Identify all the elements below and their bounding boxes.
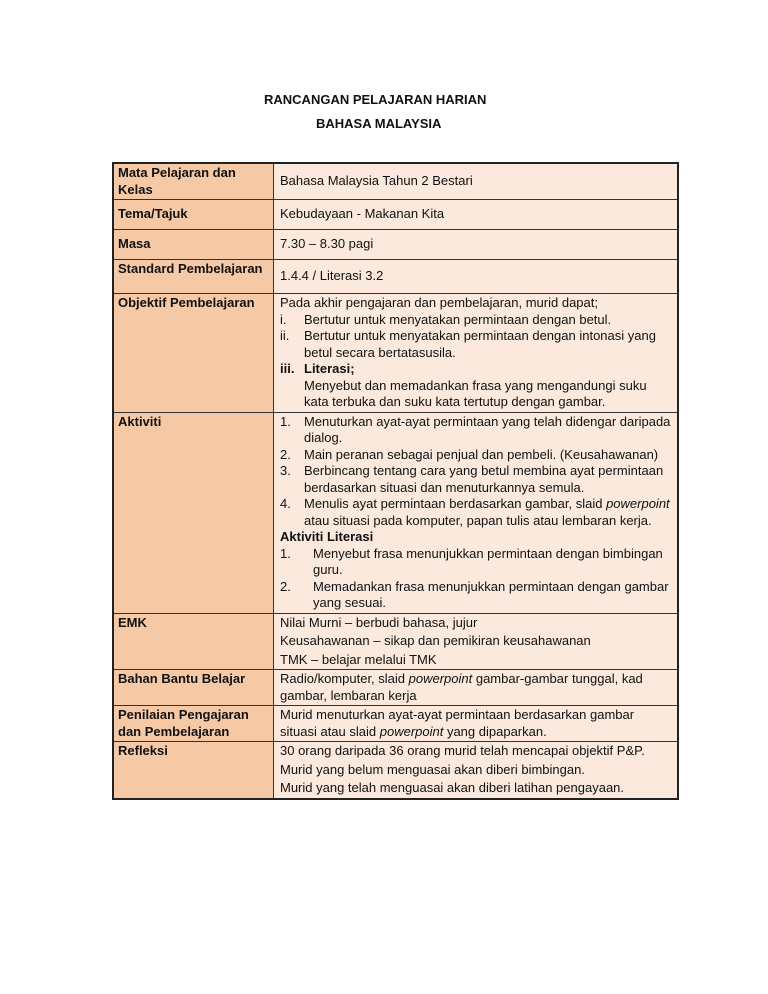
item-number: 2. bbox=[280, 446, 291, 462]
lesson-plan-table bbox=[112, 162, 679, 800]
row-reflection bbox=[113, 742, 678, 799]
objective-intro: Pada akhir pengajaran dan pembelajaran, murid dapat; bbox=[280, 295, 598, 310]
theme-value: Kebudayaan - Makanan Kita bbox=[274, 200, 679, 230]
list-item bbox=[280, 496, 672, 529]
reflection-line: Murid yang telah menguasai akan diberi latihan pengayaan. bbox=[280, 780, 625, 795]
materials-text-italic: powerpoint bbox=[408, 671, 473, 686]
item-number: 1. bbox=[280, 545, 291, 561]
literacy-text: Menyebut dan memadankan frasa yang mengandungi suku kata terbuka dan suku kata tertutup dengan gambar. bbox=[304, 377, 647, 409]
reflection-line: 30 orang daripada 36 orang murid telah mencapai objektif P&P. bbox=[280, 743, 645, 758]
item-text: Memadankan frasa menunjukkan permintaan dengan gambar yang sesuai. bbox=[313, 578, 669, 610]
literacy-heading bbox=[280, 361, 672, 378]
assessment-value bbox=[274, 706, 679, 742]
time-label: Masa bbox=[113, 230, 274, 260]
row-subject bbox=[113, 163, 678, 200]
item-text: Literasi; bbox=[304, 361, 355, 376]
row-materials bbox=[113, 670, 678, 706]
objective-label: Objektif Pembelajaran bbox=[113, 294, 274, 413]
assessment-text: Murid menuturkan ayat-ayat permintaan berdasarkan gambar situasi atau slaid bbox=[280, 707, 635, 739]
time-value: 7.30 – 8.30 pagi bbox=[274, 230, 679, 260]
list-item bbox=[280, 414, 672, 447]
row-standard bbox=[113, 260, 678, 294]
materials-label: Bahan Bantu Belajar bbox=[113, 670, 274, 706]
subject-value: Bahasa Malaysia Tahun 2 Bestari bbox=[274, 163, 679, 200]
emk-line: TMK – belajar melalui TMK bbox=[280, 651, 437, 667]
item-text: Main peranan sebagai penjual dan pembeli. (Keusahawanan) bbox=[304, 446, 659, 462]
activity-literacy-list bbox=[280, 546, 672, 612]
row-emk bbox=[113, 613, 678, 670]
item-text: Berbincang tentang cara yang betul membina ayat permintaan berdasarkan situasi dan menuturkannya semula. bbox=[304, 463, 664, 495]
item-text: Bertutur untuk menyatakan permintaan dengan betul. bbox=[304, 311, 612, 327]
standard-label: Standard Pembelajaran bbox=[113, 260, 274, 294]
activity-label: Aktiviti bbox=[113, 412, 274, 613]
list-item bbox=[280, 328, 672, 361]
item-text: Bertutur untuk menyatakan permintaan dengan intonasi yang betul secara bertatasusila. bbox=[304, 328, 656, 360]
list-item bbox=[280, 463, 672, 496]
item-text: Menuturkan ayat-ayat permintaan yang telah didengar daripada dialog. bbox=[304, 413, 671, 445]
materials-text: gambar-gambar tunggal, kad gambar, lembaran kerja bbox=[280, 671, 643, 703]
assessment-text: yang dipaparkan. bbox=[443, 723, 547, 739]
assessment-label: Penilaian Pengajaran dan Pembelajaran bbox=[113, 706, 274, 742]
activity-value bbox=[274, 412, 679, 613]
row-time bbox=[113, 230, 678, 260]
item-number: 3. bbox=[280, 463, 291, 478]
item-text-italic: powerpoint bbox=[606, 496, 670, 511]
objective-value bbox=[274, 294, 679, 413]
emk-value bbox=[274, 613, 679, 670]
row-theme bbox=[113, 200, 678, 230]
item-number: iii. bbox=[280, 361, 295, 376]
row-objective bbox=[113, 294, 678, 413]
item-number: 2. bbox=[280, 578, 291, 594]
list-item bbox=[280, 546, 672, 579]
assessment-text-italic: powerpoint bbox=[379, 723, 444, 739]
materials-value bbox=[274, 670, 679, 706]
item-number: ii. bbox=[280, 328, 290, 343]
reflection-label: Refleksi bbox=[113, 742, 274, 799]
item-text: atau situasi pada komputer, papan tulis atau lembaran kerja. bbox=[304, 512, 652, 528]
subject-label: Mata Pelajaran dan Kelas bbox=[113, 163, 274, 200]
list-item bbox=[280, 579, 672, 612]
emk-line: Keusahawanan – sikap dan pemikiran keusahawanan bbox=[280, 633, 591, 648]
list-item bbox=[280, 312, 672, 329]
standard-value: 1.4.4 / Literasi 3.2 bbox=[274, 260, 679, 294]
activity-literacy-heading: Aktiviti Literasi bbox=[280, 529, 374, 544]
reflection-value bbox=[274, 742, 679, 799]
objective-list bbox=[280, 312, 672, 378]
item-number: 1. bbox=[280, 413, 291, 429]
theme-label: Tema/Tajuk bbox=[113, 200, 274, 230]
row-activity bbox=[113, 412, 678, 613]
emk-label: EMK bbox=[113, 613, 274, 670]
item-number: i. bbox=[280, 311, 287, 327]
list-item bbox=[280, 447, 672, 464]
item-text: Menulis ayat permintaan berdasarkan gambar, slaid bbox=[304, 496, 607, 511]
reflection-line: Murid yang belum menguasai akan diberi bimbingan. bbox=[280, 761, 585, 777]
item-text: Menyebut frasa menunjukkan permintaan dengan bimbingan guru. bbox=[313, 545, 663, 577]
emk-line: Nilai Murni – berbudi bahasa, jujur bbox=[280, 614, 478, 630]
item-number: 4. bbox=[280, 496, 291, 511]
row-assessment bbox=[113, 706, 678, 742]
materials-text: Radio/komputer, slaid bbox=[280, 671, 409, 686]
activity-list bbox=[280, 414, 672, 530]
